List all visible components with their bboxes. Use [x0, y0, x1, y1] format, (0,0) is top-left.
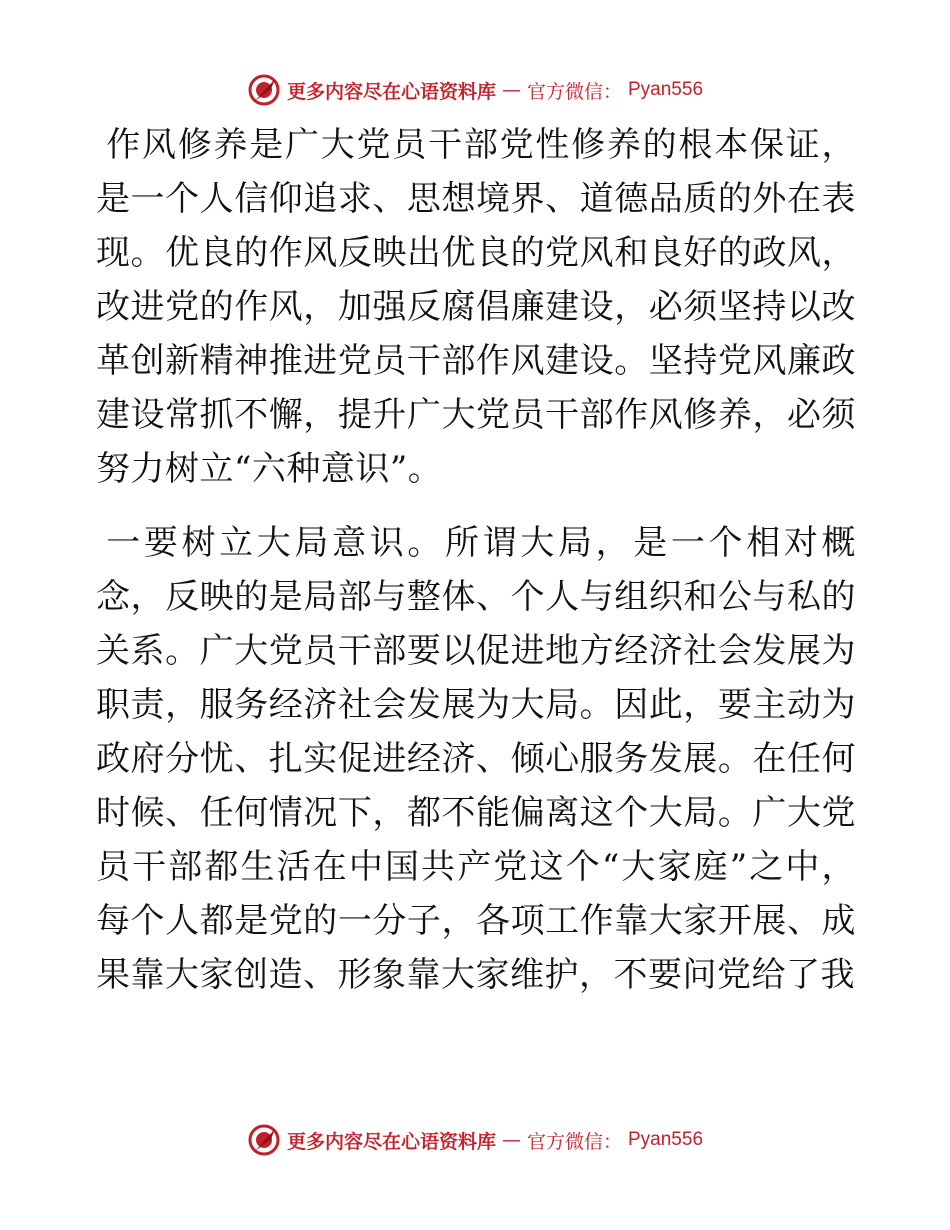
paragraph-overall-awareness: 一要树立大局意识。所谓大局，是一个相对概念，反映的是局部与整体、个人与组织和公与私的关系。广大党员干部要以促进地方经济社会发展为职责，服务经济社会发展为大局。因此，要主动为政府分忧、扎实促进经济、倾心服务发展。在任何时候、任何情况下，都不能偏离这个大局。广大党员干部都生活在中国共产党这个“大家庭”之中，每个人都是党的一分子，各项工作靠大家开展、成果靠大家创造、形象靠大家维护，不要问党给了我 [96, 523, 856, 995]
watermark-wechat-id: Pyan556 [628, 1129, 704, 1150]
quill-seal-icon [247, 73, 281, 107]
watermark-dash: — [501, 79, 521, 101]
watermark-dash: — [501, 1129, 521, 1151]
paragraph-intro: 作风修养是广大党员干部党性修养的根本保证，是一个人信仰追求、思想境界、道德品质的外在表现。优良的作风反映出优良的党风和良好的政风，改进党的作风，加强反腐倡廉建设，必须坚持以改革创新精神推进党员干部作风建设。坚持党风廉政建设常抓不懈，提升广大党员干部作风修养，必须努力树立“六种意识”。 [96, 125, 856, 489]
document-body [96, 118, 856, 1002]
watermark-wechat-label: 官方微信： [526, 1130, 622, 1153]
watermark-wechat-label: 官方微信： [526, 80, 622, 103]
footer-watermark [0, 1120, 950, 1160]
watermark-wechat-id: Pyan556 [628, 79, 704, 100]
header-watermark [0, 70, 950, 110]
watermark-site-name: 更多内容尽在心语资料库 [286, 1130, 496, 1153]
quill-seal-icon [247, 1123, 281, 1157]
watermark-site-name: 更多内容尽在心语资料库 [286, 80, 496, 103]
